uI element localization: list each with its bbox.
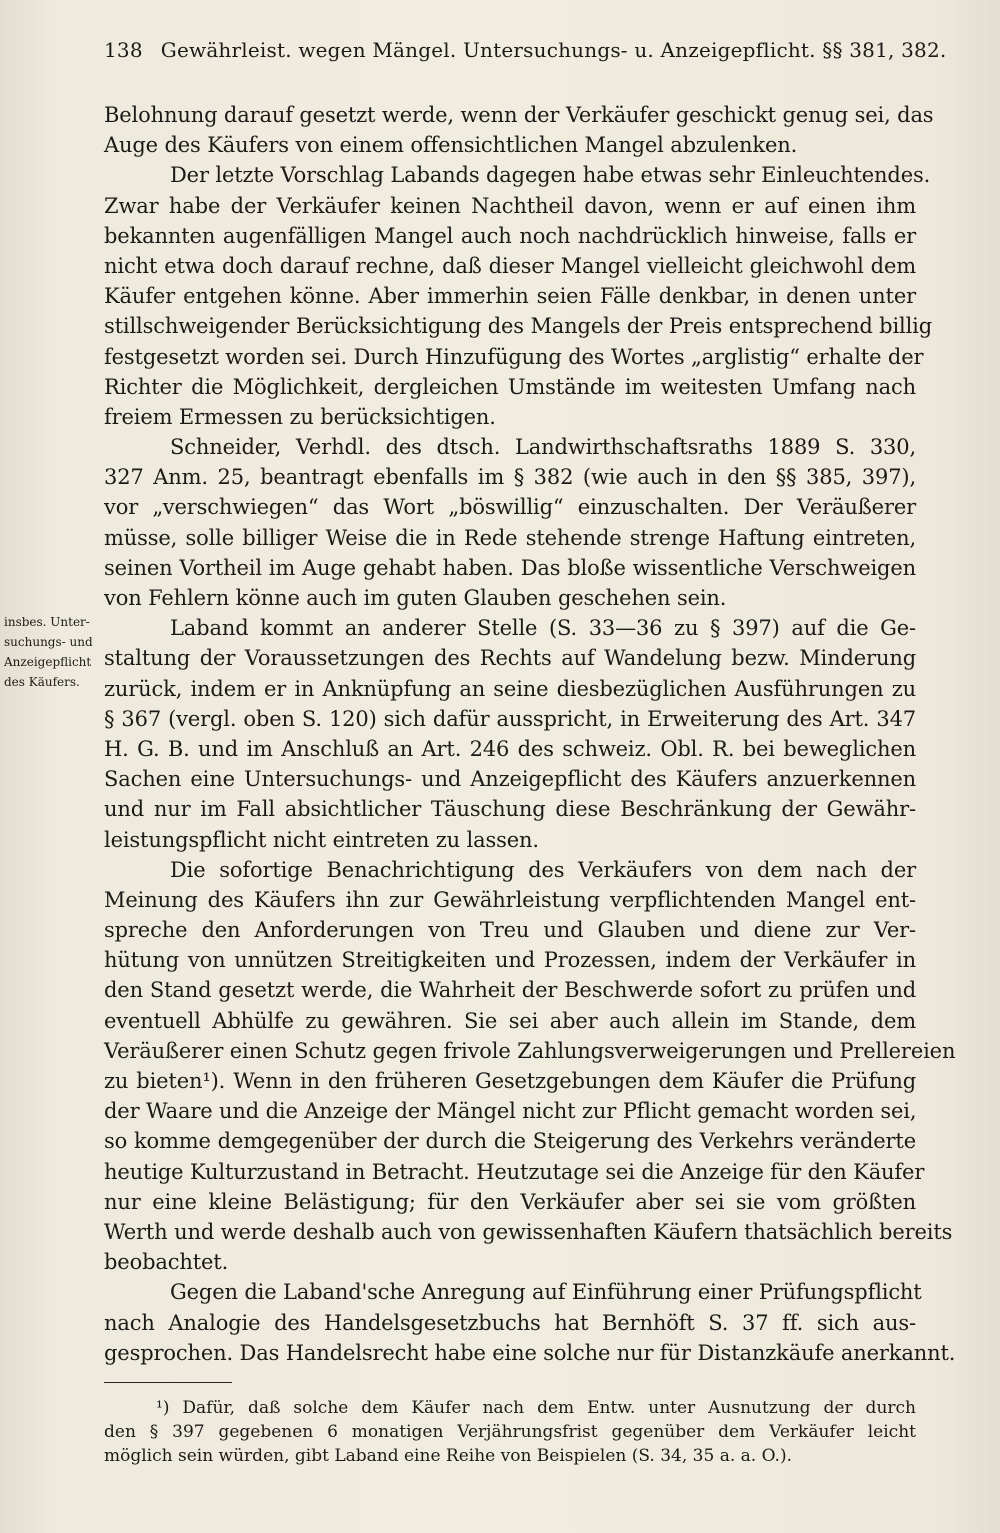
text-line: beobachtet. <box>104 1250 229 1275</box>
text-line: Käufer entgehen könne. Aber immerhin seien Fälle denkbar, in denen unter <box>104 284 916 309</box>
text-line: so komme demgegenüber der durch die Steigerung des Verkehrs veränderte <box>104 1129 916 1154</box>
margin-note <box>4 612 100 692</box>
text-line: stillschweigender Berücksichtigung des Mangels der Preis entsprechend billig <box>104 314 933 339</box>
text-line: Gegen die Laband'sche Anregung auf Einführung einer Prüfungspflicht <box>170 1280 922 1305</box>
text-line: der Waare und die Anzeige der Mängel nicht zur Pflicht gemacht worden sei, <box>104 1099 917 1124</box>
text-line: festgesetzt worden sei. Durch Hinzufügung des Wortes „arglistig“ erhalte der <box>104 344 924 369</box>
footnote-line: den § 397 gegebenen 6 monatigen Verjährungsfrist gegenüber dem Verkäufer leicht <box>104 1422 916 1442</box>
text-line: Meinung des Käufers ihn zur Gewährleistung verpflichtenden Mangel ent- <box>104 887 916 912</box>
text-line: Belohnung darauf gesetzt werde, wenn der Verkäufer geschickt genug sei, das <box>104 103 934 127</box>
body-text <box>104 100 956 1368</box>
text-line: Zwar habe der Verkäufer keinen Nachtheil davon, wenn er auf einen ihm <box>104 193 916 218</box>
footnote-line: möglich sein würden, gibt Laband eine Reihe von Beispielen (S. 34, 35 a. a. O.). <box>104 1446 792 1466</box>
text-line: nicht etwa doch darauf rechne, daß dieser Mangel vielleicht gleichwohl dem <box>104 253 916 278</box>
text-line: Veräußerer einen Schutz gegen frivole Zahlungsverweigerungen und Prellereien <box>104 1038 956 1063</box>
footnote <box>104 1396 916 1468</box>
running-header <box>104 38 947 62</box>
text-line: § 367 (vergl. oben S. 120) sich dafür ausspricht, in Erweiterung des Art. 347 <box>104 706 916 731</box>
running-title: Gewährleist. wegen Mängel. Untersuchungs- u. Anzeigepflicht. §§ 381, 382. <box>160 38 947 62</box>
footnote-rule <box>104 1382 232 1383</box>
text-line: bekannten augenfälligen Mangel auch noch nachdrücklich hinweise, falls er <box>104 223 916 248</box>
text-line: nach Analogie des Handelsgesetzbuchs hat Bernhöft S. 37 ff. sich aus- <box>104 1310 916 1335</box>
margin-note-line: Anzeigepflicht <box>4 655 92 669</box>
margin-note-line: insbes. Unter- <box>4 615 90 629</box>
text-line: seinen Vortheil im Auge gehabt haben. Das bloße wissentliche Verschweigen <box>104 555 916 580</box>
text-line: gesprochen. Das Handelsrecht habe eine solche nur für Distanzkäufe anerkannt. <box>104 1340 956 1365</box>
page-number: 138 <box>104 38 143 62</box>
text-line: nur eine kleine Belästigung; für den Verkäufer aber sei sie vom größten <box>104 1189 916 1214</box>
margin-note-line: suchungs- und <box>4 635 93 649</box>
text-line: von Fehlern könne auch im guten Glauben geschehen sein. <box>104 586 727 610</box>
text-line: müsse, solle billiger Weise die in Rede stehende strenge Haftung eintreten, <box>104 525 916 550</box>
text-line: Sachen eine Untersuchungs- und Anzeigepflicht des Käufers anzuerkennen <box>104 767 916 792</box>
margin-note-line: des Käufers. <box>4 675 80 689</box>
text-line: Auge des Käufers von einem offensichtlichen Mangel abzulenken. <box>104 133 798 158</box>
text-line: Richter die Möglichkeit, dergleichen Umstände im weitesten Umfang nach <box>104 374 916 399</box>
text-line: leistungspflicht nicht eintreten zu lassen. <box>104 827 539 852</box>
text-line: Werth und werde deshalb auch von gewissenhaften Käufern thatsächlich bereits <box>104 1219 953 1244</box>
text-line: heutige Kulturzustand in Betracht. Heutzutage sei die Anzeige für den Käufer <box>104 1159 925 1184</box>
text-line: eventuell Abhülfe zu gewähren. Sie sei aber auch allein im Stande, dem <box>104 1008 916 1033</box>
text-line: Schneider, Verhdl. des dtsch. Landwirthschaftsraths 1889 S. 330, <box>170 435 916 460</box>
text-line: Laband kommt an anderer Stelle (S. 33—36 zu § 397) auf die Ge- <box>170 616 916 641</box>
text-line: vor „verschwiegen“ das Wort „böswillig“ einzuschalten. Der Veräußerer <box>104 495 916 520</box>
text-line: Die sofortige Benachrichtigung des Verkäufers von dem nach der <box>170 857 916 882</box>
text-line: hütung von unnützen Streitigkeiten und Prozessen, indem der Verkäufer in <box>104 948 916 973</box>
text-line: 327 Anm. 25, beantragt ebenfalls im § 382 (wie auch in den §§ 385, 397), <box>104 465 916 490</box>
text-line: zurück, indem er in Anknüpfung an seine diesbezüglichen Ausführungen zu <box>104 676 916 701</box>
text-line: und nur im Fall absichtlicher Täuschung diese Beschränkung der Gewähr- <box>104 797 916 822</box>
text-line: H. G. B. und im Anschluß an Art. 246 des schweiz. Obl. R. bei beweglichen <box>104 736 916 761</box>
text-line: freiem Ermessen zu berücksichtigen. <box>104 404 496 429</box>
text-line: Der letzte Vorschlag Labands dagegen habe etwas sehr Einleuchtendes. <box>170 163 931 188</box>
text-line: spreche den Anforderungen von Treu und Glauben und diene zur Ver- <box>104 918 916 943</box>
text-line: zu bieten¹). Wenn in den früheren Gesetzgebungen dem Käufer die Prüfung <box>104 1069 916 1093</box>
text-line: den Stand gesetzt werde, die Wahrheit der Beschwerde sofort zu prüfen und <box>104 978 916 1003</box>
footnote-line: ¹) Dafür, daß solche dem Käufer nach dem Entw. unter Ausnutzung der durch <box>156 1398 916 1418</box>
text-line: staltung der Voraussetzungen des Rechts auf Wandelung bezw. Minderung <box>104 646 916 671</box>
